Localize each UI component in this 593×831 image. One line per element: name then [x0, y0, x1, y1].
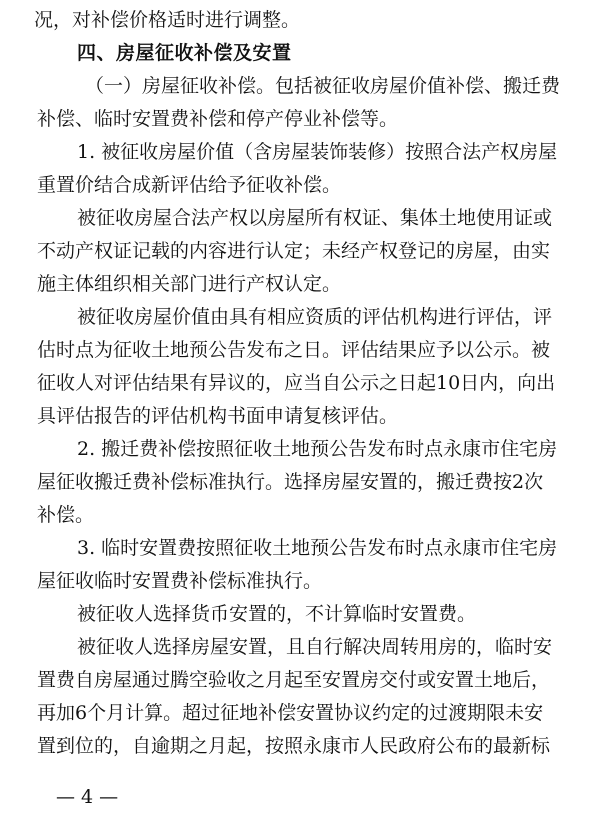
text-line: 征收人对评估结果有异议的，应当自公示之日起10日内，向出: [37, 372, 556, 394]
text-line: 屋征收临时安置费补偿标准执行。: [37, 570, 323, 592]
text-line: 补偿、临时安置费补偿和停产停业补偿等。: [37, 108, 399, 130]
text-line: 不动产权证记载的内容进行认定；未经产权登记的房屋，由实: [37, 240, 551, 262]
text-line: 置到位的，自逾期之月起，按照永康市人民政府公布的最新标: [37, 735, 551, 757]
text-line: 重置价结合成新评估给予征收补偿。: [37, 174, 342, 196]
text-line: 1. 被征收房屋价值（含房屋装饰装修）按照合法产权房屋: [77, 141, 558, 163]
text-line: 置费自房屋通过腾空验收之月起至安置房交付或安置土地后，: [37, 669, 551, 691]
text-line: 况，对补偿价格适时进行调整。: [34, 9, 301, 31]
text-line: 被征收人选择房屋安置，且自行解决周转用房的，临时安: [77, 636, 553, 658]
text-line: 估时点为征收土地预公告发布之日。评估结果应予以公示。被: [37, 339, 551, 361]
text-line: 被征收人选择货币安置的，不计算临时安置费。: [77, 603, 477, 625]
page-number: — 4 —: [56, 786, 119, 808]
text-line: 被征收房屋价值由具有相应资质的评估机构进行评估，评: [77, 306, 553, 328]
text-line: （一）房屋征收补偿。包括被征收房屋价值补偿、搬迁费: [85, 75, 561, 97]
text-line: 施主体组织相关部门进行产权认定。: [37, 273, 342, 295]
section-heading: 四、房屋征收补偿及安置: [77, 42, 292, 64]
text-line: 2. 搬迁费补偿按照征收土地预公告发布时点永康市住宅房: [77, 438, 558, 460]
text-line: 具评估报告的评估机构书面申请复核评估。: [37, 405, 399, 427]
text-line: 被征收房屋合法产权以房屋所有权证、集体土地使用证或: [77, 207, 553, 229]
text-line: 再加6个月计算。超过征地补偿安置协议约定的过渡期限未安: [37, 702, 544, 724]
text-line: 屋征收搬迁费补偿标准执行。选择房屋安置的，搬迁费按2次: [37, 471, 544, 493]
text-line: 3. 临时安置费按照征收土地预公告发布时点永康市住宅房: [77, 537, 558, 559]
text-line: 补偿。: [37, 504, 95, 526]
